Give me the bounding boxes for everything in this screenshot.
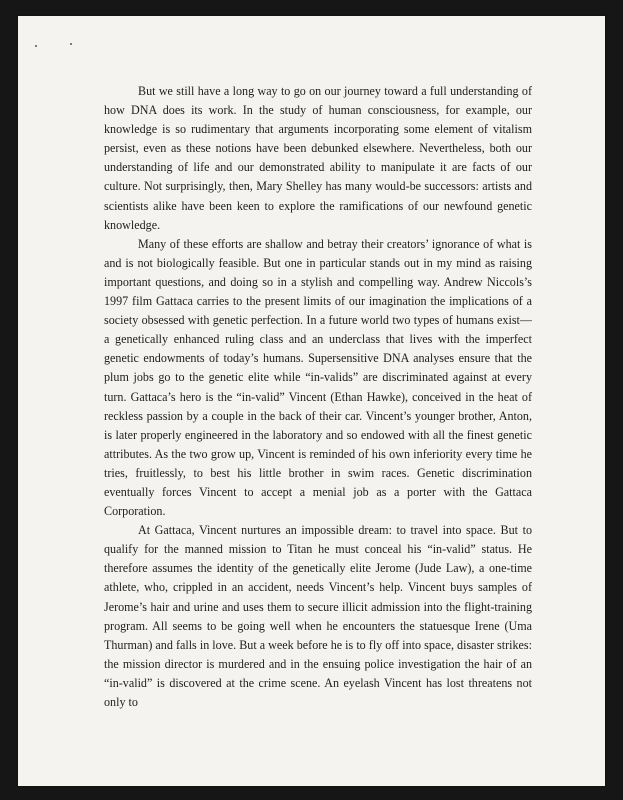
paragraph: Many of these efforts are shallow and betray their creators’ ignorance of what is and is not biologically feasible. But one in particular stands out in my mind as raising important questions, and doing so in a stylish and compelling way. Andrew Niccols’s 1997 film Gattaca carries to the present limits of our imagination the implications of a society obsessed with genetic perfection. In a future world two types of humans exist—a genetically enhanced ruling class and an underclass that lives with the imperfect genetic endowments of today’s humans. Supersensitive DNA analyses ensure that the plum jobs go to the genetic elite while “in-valids” are discriminated against at every turn. Gattaca’s hero is the “in-valid” Vincent (Ethan Hawke), conceived in the heat of reckless passion by a couple in the back of their car. Vincent’s younger brother, Anton, is later properly engineered in the laboratory and so endowed with all the finest genetic attributes. As the two grow up, Vincent is reminded of his own inferiority every time he tries, fruitlessly, to best his little brother in swim races. Genetic discrimination eventually forces Vincent to accept a menial job as a porter with the Gattaca Corporation. bbox=[104, 236, 532, 519]
paragraph: But we still have a long way to go on our journey toward a full understanding of how DNA does its work. In the study of human consciousness, for example, our knowledge is so rudimentary that arguments incorporating some element of vitalism persist, even as these notions have been debunked elsewhere. Nevertheless, both our understanding of life and our demonstrated ability to manipulate it are facts of our culture. Not surprisingly, then, Mary Shelley has many would-be successors: artists and scientists alike have been keen to explore the ramifications of our newfound genetic knowledge. bbox=[104, 84, 532, 232]
body-text bbox=[104, 82, 532, 712]
paragraph: At Gattaca, Vincent nurtures an impossible dream: to travel into space. But to qualify for the manned mission to Titan he must conceal his “in-valid” status. He therefore assumes the identity of the genetically elite Jerome (Jude Law), a one-time athlete, who, crippled in an accident, needs Vincent’s help. Vincent buys samples of Jerome’s hair and urine and uses them to secure illicit admission into the flight-training program. All seems to be going well when he encounters the statuesque Irene (Uma Thurman) and falls in love. But a week before he is to fly off into space, disaster strikes: the mission director is murdered and in the ensuing police investigation the hair of an “in-valid” is discovered at the crime scene. An eyelash Vincent has lost threatens not only to bbox=[104, 523, 532, 709]
dust-speck bbox=[35, 45, 37, 47]
dust-speck bbox=[70, 43, 72, 45]
document-page bbox=[18, 16, 605, 786]
